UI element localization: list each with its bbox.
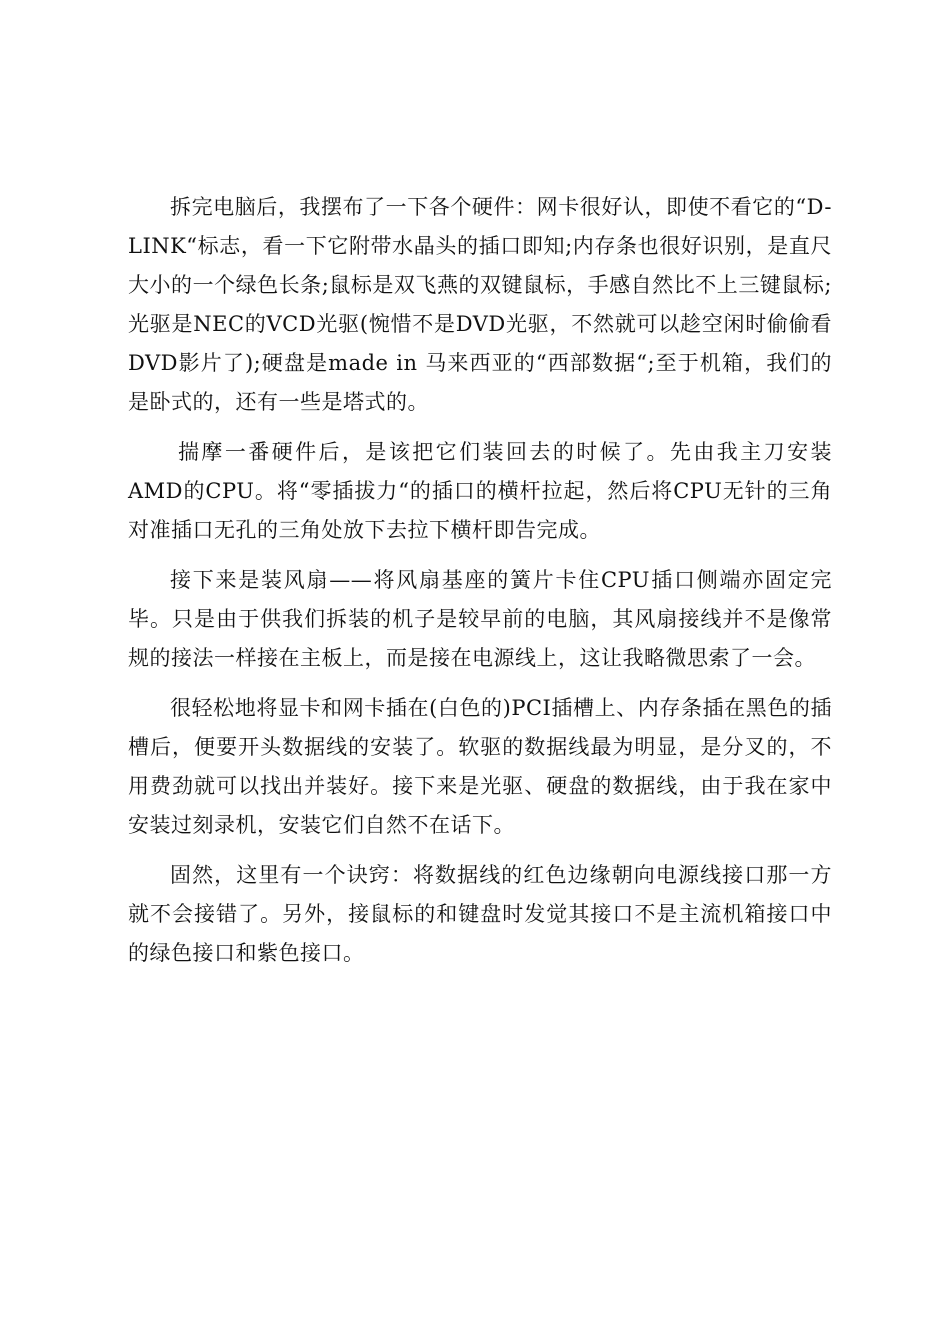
body-text bbox=[128, 188, 832, 984]
paragraph-5: 固然，这里有一个诀窍：将数据线的红色边缘朝向电源线接口那一方就不会接错了。另外，接鼠标的和键盘时发觉其接口不是主流机箱接口中的绿色接口和紫色接口。 bbox=[128, 863, 832, 965]
paragraph-1: 拆完电脑后，我摆布了一下各个硬件：网卡很好认，即使不看它的“D-LINK“标志，看一下它附带水晶头的插口即知;内存条也很好识别，是直尺大小的一个绿色长条;鼠标是双飞燕的双键鼠标，手感自然比不上三键鼠标;光驱是NEC的VCD光驱(惋惜不是DVD光驱，不然就可以趁空闲时偷偷看DVD影片了);硬盘是made in 马来西亚的“西部数据“;至于机箱，我们的是卧式的，还有一些是塔式的。 bbox=[128, 195, 832, 414]
paragraph-3: 接下来是装风扇——将风扇基座的簧片卡住CPU插口侧端亦固定完毕。只是由于供我们拆装的机子是较早前的电脑，其风扇接线并不是像常规的接法一样接在主板上，而是接在电源线上，这让我略微思索了一会。 bbox=[128, 568, 832, 670]
paragraph-4: 很轻松地将显卡和网卡插在(白色的)PCI插槽上、内存条插在黑色的插槽后，便要开头数据线的安装了。软驱的数据线最为明显，是分叉的，不用费劲就可以找出并装好。接下来是光驱、硬盘的数据线，由于我在家中安装过刻录机，安装它们自然不在话下。 bbox=[128, 696, 832, 837]
paragraph-2: 揣摩一番硬件后，是该把它们装回去的时候了。先由我主刀安装AMD的CPU。将“零插拔力“的插口的横杆拉起，然后将CPU无针的三角对准插口无孔的三角处放下去拉下横杆即告完成。 bbox=[128, 440, 832, 542]
